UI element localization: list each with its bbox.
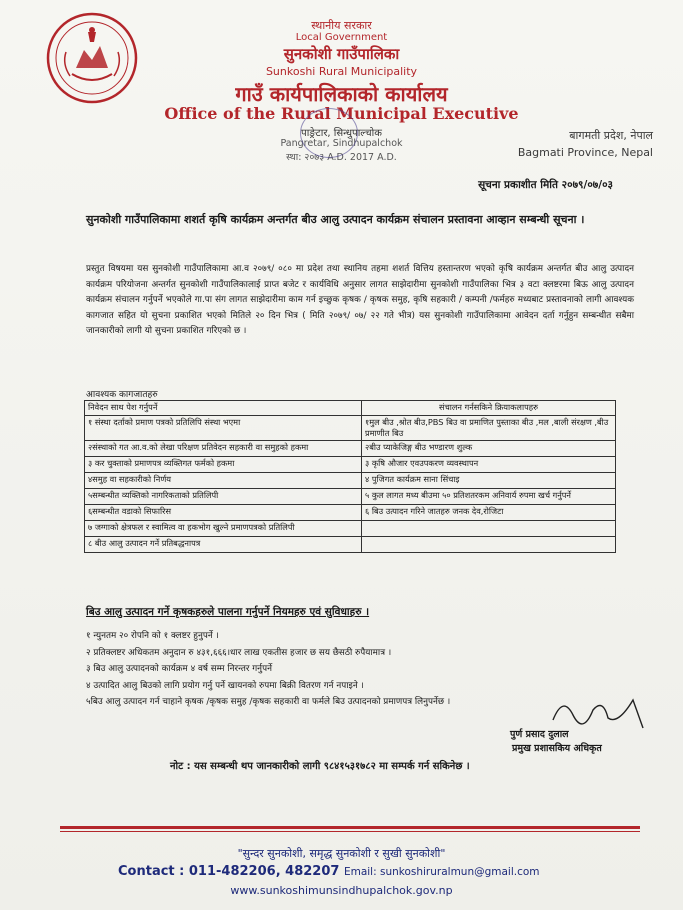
table-row [85,457,616,473]
table-cell: १ संस्था दर्ताको प्रमाण पत्रको प्रतिलिपि संस्था भएमा [85,416,362,441]
table-cell: ६सम्बन्धीत वडाको सिफारिस [85,505,362,521]
table-cell: ५सम्बन्धीत व्यक्तिको नागरिकताको प्रतिलिपी [85,489,362,505]
table-cell: ३ कर चुक्ताको प्रमाणपत्र व्यक्तिगत फर्मको हकमा [85,457,362,473]
footer-website[interactable]: www.sunkoshimunsindhupalchok.gov.np [230,884,453,897]
signatory-designation: प्रमुख प्रशासकिय अधिकृत [512,743,602,754]
requirements-table [84,400,616,553]
table-cell: ५ कुल लागत मध्य बीउमा ५० प्रतिशतरकम अनिवार्य रुपमा खर्च गर्नुपर्ने [362,489,616,505]
table-row [85,521,616,537]
table-cell: ८ बीउ आलु उत्पादन गर्ने प्रतिबद्धनापत्र [85,537,362,553]
required-documents-caption: आवश्यक कागजातहरु [86,390,158,400]
province-np: बागमती प्रदेश, नेपाल [569,129,653,142]
footer-slogan: "सुन्दर सुनकोशी, समृद्ध सुनकोशी र सुखी सुनकोशी" [237,847,446,860]
table-cell: ७ जग्गाको क्षेत्रफल र स्वामित्व वा हकभोग खुल्ने प्रमाणपत्रको प्रतिलिपी [85,521,362,537]
table-cell: ६ बिउ उत्पादन गरिने जातहरु जनक देव,रोजिटा [362,505,616,521]
rules-list [86,628,626,711]
footer-email[interactable]: Email: sunkoshiruralmun@gmail.com [343,866,540,878]
province-en: Bagmati Province, Nepal [517,146,653,159]
table-cell: २संस्थाको गत आ.व.को लेखा परिक्षण प्रतिवेदन सहकारी वा समुहको हकमा [85,441,362,457]
footer-contact [118,864,540,879]
office-title-np: गाउँ कार्यपालिकाको कार्यालय [235,82,448,106]
contact-note: नोट : यस सम्बन्धी थप जानकारीको लागी ९८४१५३१७८२ मा सम्पर्क गर्न सकिनेछ । [170,761,470,772]
local-government-en: Local Government [295,32,388,43]
list-item: ३ बिउ आलु उत्पादनको कार्यक्रम ४ वर्ष सम्म निरन्तर गर्नुपर्ने [86,664,272,675]
local-government-np: स्थानीय सरकार [311,19,372,32]
municipality-name-en: Sunkoshi Rural Municipality [265,65,418,78]
office-stamp-icon [300,108,358,158]
established-date: स्था: २०७३ A.D. 2017 A.D. [286,152,397,163]
list-item: ५बिउ आलु उत्पादन गर्न चाहाने कृषक /कृषक समुह /कृषक सहकारी वा फर्मले बिउ उत्पादनको प्रमाणपत्र लिनुपर्नेछ । [86,697,451,708]
table-header: निवेदन साथ पेश गर्नुपर्ने [85,401,362,416]
table-cell [362,537,616,553]
table-cell: १मुल बीउ ,श्रोत बीउ,PBS बिउ वा प्रमाणित पुस्ताका बीउ ,मल ,बाली संरक्षण ,बीउ प्रमाणीत बिउ [362,416,616,441]
table-row [85,537,616,553]
office-place-en: Pangretar, Sindhupalchok [280,138,403,149]
footer-divider [60,826,640,829]
table-header: संचालन गर्नसकिने क्रियाकलापहरु [362,401,616,416]
table-row [85,473,616,489]
table-cell: ३ कृषि औजार एवउपकरण व्यवस्थापन [362,457,616,473]
office-title-en: Office of the Rural Municipal Executive [164,104,519,123]
list-item: ४ उत्पादित आलु बिउको लागि प्रयोग गर्नु पर्ने खायनको रुपमा बिक्री वितरण गर्न नपाइने । [86,680,364,691]
table-cell [362,521,616,537]
municipality-name-np: सुनकोशी गाउँपालिका [283,45,400,63]
footer-phone: Contact : 011-482206, 482207 [118,864,340,879]
list-item: १ न्युनतम २० रोपनि को १ क्लष्टर हुनुपर्ने । [86,631,219,641]
publish-date: सूचना प्रकाशीत मिति २०७९/०७/०३ [478,179,613,191]
notice-body: प्रस्तुत विषयमा यस सुनकोशी गाउँपालिकामा आ.व २०७९/ ०८० मा प्रदेश तथा स्थानिय तहमा शशर्त वित्तिय हस्तान्तरण भएको कृषि कार्यक्रम अन्तर्गत बीउ आलु उत्पादन कार्यक्रम परियोजना अन्तर्गत सुनकोशी गाउँपालिकालाई प्राप्त बजेट र कार्यविधि अनुसार लागत साझेदारीमा सुनकोशी गाउँपालिका भित्र ३ वटा क्लष्टरमा बिऊ आलु उत्पादन कार्यक्रम संचालन गर्नुपर्ने भएकोले गा.पा संग लागत साझेदारीमा काम गर्न इच्छुक कृषक / कृषक समुह, कृषि सहकारी / कम्पनी /फर्महरु मध्यबाट प्रस्तावनाको लागी आवश्यक कागजात सहित यो सुचना प्रकाशित भएको मितिले २० दिन भित्र ( मिति २०७९/ ०७/ २२ गते भीत्र) यस सुनकोशी गाउँपालिकामा आवेदन दर्ता गर्नुहुन सम्बन्धीत सबैमा जानकारीको लागी यो सुचना प्रकाशित गरिएको छ । [86,264,634,337]
signature-icon [548,690,648,730]
notice-subject: सुनकोशी गाउँपालिकामा शशर्त कृषि कार्यक्रम अन्तर्गत बीउ आलु उत्पादन कार्यक्रम संचालन प्रस्तावना आव्हान सम्बन्धी सूचना । [86,213,585,226]
office-place-np: पाङ्रेटार, सिन्धुपाल्चोक [301,128,382,139]
table-cell: ४समुह वा सहकारीको निर्णय [85,473,362,489]
table-cell: ४ पुजिगत कार्यक्रम साना सिंचाइ [362,473,616,489]
list-item: २ प्रतिक्लष्टर अधिकतम अनुदान रु ४३१,६६६।धार लाख एकतीस हजार छ सय छैसठी रुपैयामात्र । [86,647,392,658]
signatory-name: पुर्ण प्रसाद दुलाल [510,729,569,740]
table-header-row [85,401,616,416]
table-row [85,505,616,521]
table-row [85,489,616,505]
table-cell: २बीउ प्याकेजिङ्ग बीउ भण्डारण शुल्क [362,441,616,457]
rules-title: बिउ आलु उत्पादन गर्ने कृषकहरुले पालना गर्नुपर्ने नियमहरु एवं सुविधाहरु । [86,606,370,618]
table-row [85,441,616,457]
table-row [85,416,616,441]
footer-divider [60,831,640,832]
